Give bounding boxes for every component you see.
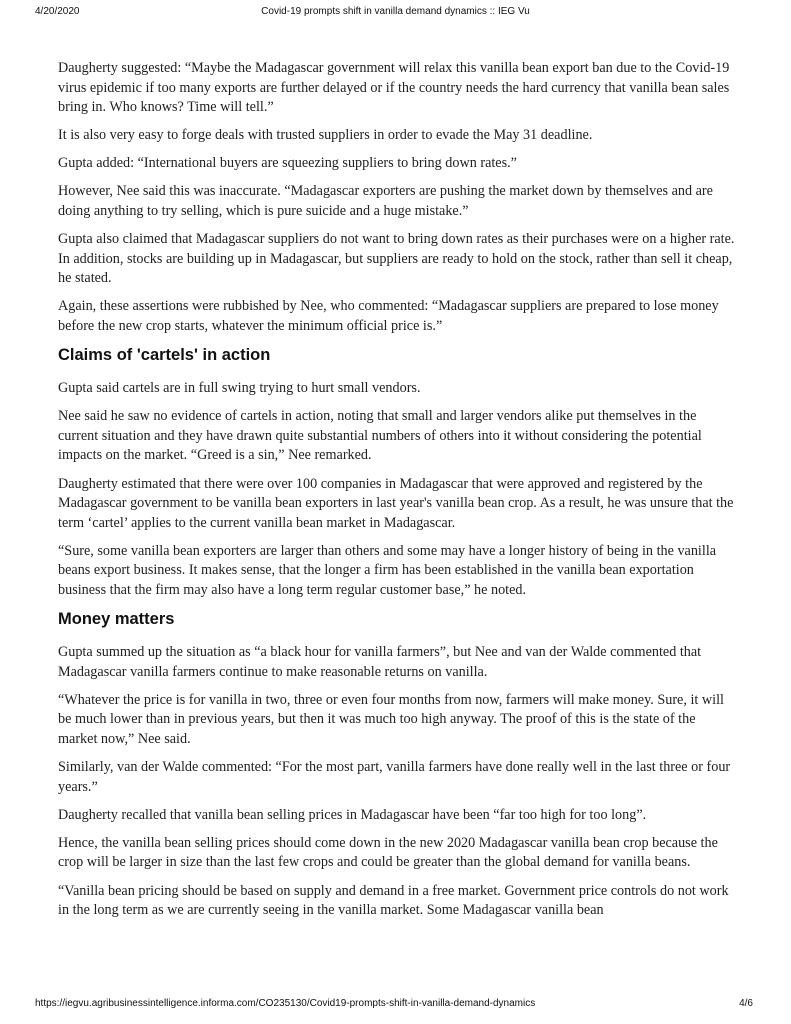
paragraph: However, Nee said this was inaccurate. “Madagascar exporters are pushing the market down by themselves and are doing anything to try selling, which is pure suicide and a huge mistake.”	[58, 183, 713, 220]
print-header	[0, 6, 791, 20]
paragraph: It is also very easy to forge deals with trusted suppliers in order to evade the May 31 deadline.	[58, 127, 593, 144]
paragraph: Gupta also claimed that Madagascar suppliers do not want to bring down rates as their purchases were on a higher rate. In addition, stocks are building up in Madagascar, but suppliers are ready to hold on the stock, rather than sell it cheap, he stated.	[58, 231, 735, 287]
paragraph: Daugherty suggested: “Maybe the Madagascar government will relax this vanilla bean export ban due to the Covid-19 virus epidemic if too many exports are further delayed or if the country needs the hard currency that vanilla bean sales bring in. Who knows? Time will tell.”	[58, 60, 730, 116]
paragraph: “Whatever the price is for vanilla in two, three or even four months from now, farmers will make money. Sure, it will be much lower than in previous years, but then it was much too high anyway. The proof of this is the state of the market now,” Nee said.	[58, 691, 724, 747]
paragraph: Nee said he saw no evidence of cartels in action, noting that small and larger vendors alike put themselves in the current situation and they have drawn quite substantial numbers of others into it without considering the potential impacts on the market. “Greed is a sin,” Nee remarked.	[58, 408, 702, 464]
paragraph: Gupta added: “International buyers are squeezing suppliers to bring down rates.”	[58, 155, 517, 172]
paragraph: “Sure, some vanilla bean exporters are larger than others and some may have a longer history of being in the vanilla beans export business. It makes sense, that the longer a firm has been established in the vanilla bean exportation business that the firm may also have a long term regular customer base,” he noted.	[58, 542, 717, 598]
paragraph: Again, these assertions were rubbished by Nee, who commented: “Madagascar suppliers are prepared to lose money before the new crop starts, whatever the minimum official price is.”	[58, 298, 719, 335]
paragraph: Gupta summed up the situation as “a black hour for vanilla farmers”, but Nee and van der Walde commented that Madagascar vanilla farmers continue to make reasonable returns on vanilla.	[58, 644, 702, 680]
paragraph: “Vanilla bean pricing should be based on supply and demand in a free market. Government price controls do not work in the long term as we are currently seeing in the vanilla market. Some Madagascar vanilla bean	[58, 882, 729, 919]
paragraph: Daugherty estimated that there were over 100 companies in Madagascar that were approved and registered by the Madagascar government to be vanilla bean exporters in last year's vanilla bean crop. As a result, he was unsure that the term ‘cartel’ applies to the current vanilla bean market in Madagascar.	[58, 475, 734, 531]
section-heading-cartels: Claims of 'cartels' in action	[58, 346, 271, 365]
section-heading-money-matters: Money matters	[58, 610, 175, 629]
article-body	[58, 59, 738, 929]
print-footer	[0, 998, 791, 1012]
page-number: 4/6	[739, 998, 753, 1009]
paragraph: Similarly, van der Walde commented: “For the most part, vanilla farmers have done really well in the last three or four years.”	[58, 759, 731, 795]
print-url: https://iegvu.agribusinessintelligence.informa.com/CO235130/Covid19-prompts-shift-in-vanilla-demand-dynamics	[35, 998, 536, 1009]
paragraph: Hence, the vanilla bean selling prices should come down in the new 2020 Madagascar vanilla bean crop because the crop will be larger in size than the last few crops and could be greater than the global demand for vanilla beans.	[58, 834, 718, 871]
paragraph: Gupta said cartels are in full swing trying to hurt small vendors.	[58, 380, 421, 397]
paragraph: Daugherty recalled that vanilla bean selling prices in Madagascar have been “far too high for too long”.	[58, 806, 647, 823]
print-page-title: Covid-19 prompts shift in vanilla demand dynamics :: IEG Vu	[261, 6, 530, 17]
print-date: 4/20/2020	[35, 6, 80, 17]
